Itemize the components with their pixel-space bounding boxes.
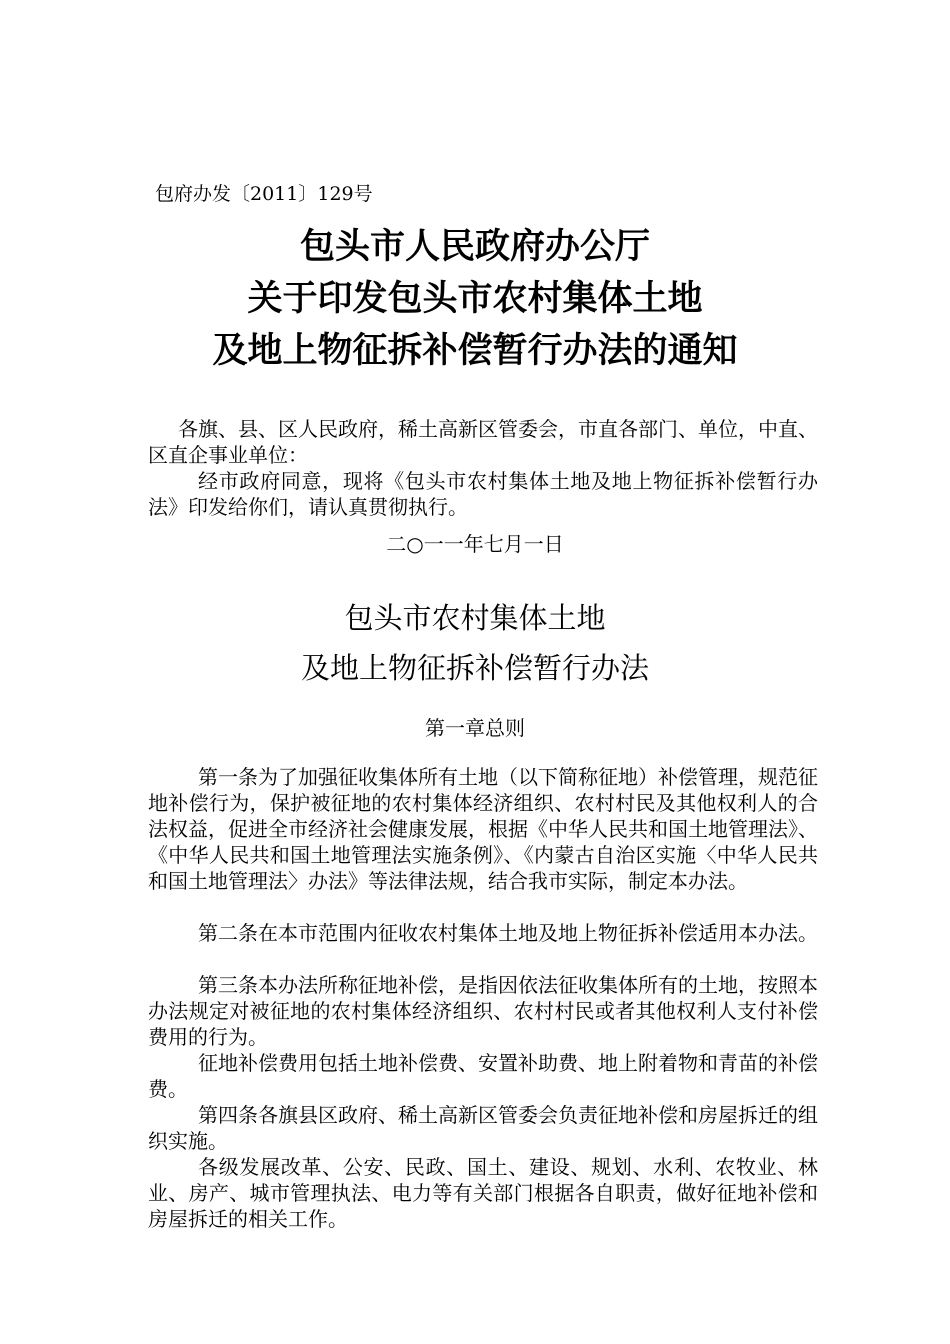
intro-paragraph: 经市政府同意，现将《包头市农村集体土地及地上物征拆补偿暂行办法》印发给你们，请认真贯彻执行。 [148, 469, 818, 519]
article-paragraph: 征地补偿费用包括土地补偿费、安置补助费、地上附着物和青苗的补偿费。 [148, 1051, 818, 1101]
main-title-line-2: 关于印发包头市农村集体土地 [247, 279, 703, 319]
article-paragraph: 第二条在本市范围内征收农村集体土地及地上物征拆补偿适用本办法。 [198, 921, 818, 945]
issue-date: 二○一一年七月一日 [386, 532, 564, 556]
subtitle-line-1: 包头市农村集体土地 [344, 601, 606, 635]
main-title-line-3: 及地上物征拆补偿暂行办法的通知 [212, 331, 738, 371]
subtitle-line-2: 及地上物征拆补偿暂行办法 [300, 651, 649, 685]
addressee-paragraph: 各旗、县、区人民政府，稀土高新区管委会，市直各部门、单位，中直、区直企事业单位： [148, 417, 818, 467]
article-paragraph: 第四条各旗县区政府、稀土高新区管委会负责征地补偿和房屋拆迁的组织实施。 [148, 1103, 818, 1153]
article-paragraph: 各级发展改革、公安、民政、国土、建设、规划、水利、农牧业、林业、房产、城市管理执法、电力等有关部门根据各自职责，做好征地补偿和房屋拆迁的相关工作。 [148, 1155, 818, 1231]
main-title-line-1: 包头市人民政府办公厅 [299, 227, 650, 267]
document-number: 包府办发〔2011〕129号 [155, 183, 373, 205]
article-paragraph: 第一条为了加强征收集体所有土地（以下简称征地）补偿管理，规范征地补偿行为，保护被征地的农村集体经济组织、农村村民及其他权利人的合法权益，促进全市经济社会健康发展，根据《中华人民共和国土地管理法》、《中华人民共和国土地管理法实施条例》、《内蒙古自治区实施〈中华人民共和国土地管理法〉办法》等法律法规，结合我市实际，制定本办法。 [148, 765, 818, 893]
chapter-title: 第一章总则 [425, 716, 525, 740]
article-paragraph: 第三条本办法所称征地补偿，是指因依法征收集体所有的土地，按照本办法规定对被征地的农村集体经济组织、农村村民或者其他权利人支付补偿费用的行为。 [148, 973, 818, 1049]
